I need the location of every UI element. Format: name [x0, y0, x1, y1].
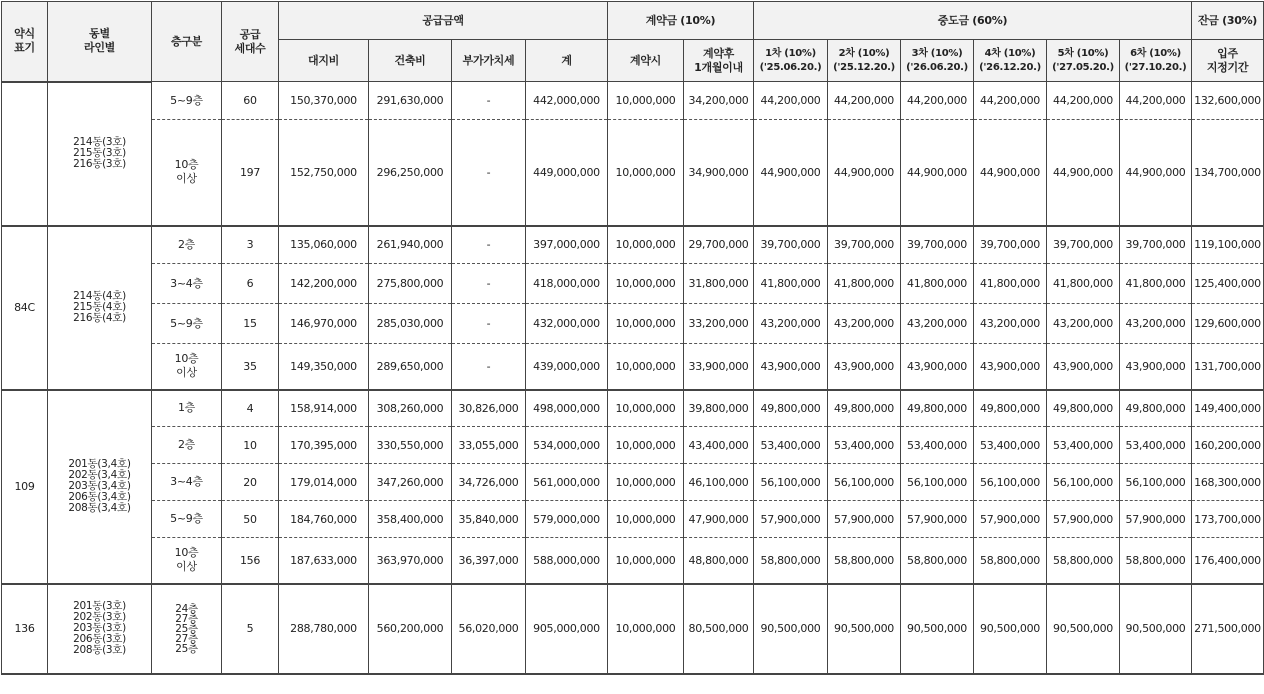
balance-cell: 160,200,000: [1192, 427, 1264, 464]
mid-payment-2-cell: 44,200,000: [828, 82, 901, 120]
dep1-cell: 10,000,000: [608, 390, 684, 427]
total-cell: 561,000,000: [526, 464, 608, 501]
balance-cell: 119,100,000: [1192, 226, 1264, 264]
header-dep1: 계약시: [608, 40, 684, 82]
dep1-cell: 10,000,000: [608, 344, 684, 390]
floor-range: 3~4층: [152, 464, 222, 501]
dep2-cell: 34,900,000: [684, 120, 754, 226]
dep2-cell: 29,700,000: [684, 226, 754, 264]
header-building: 건축비: [369, 40, 452, 82]
header-middle: 중도금 (60%): [754, 2, 1192, 40]
balance-cell: 132,600,000: [1192, 82, 1264, 120]
mid-payment-3-cell: 43,200,000: [901, 304, 974, 344]
mid-payment-5-cell: 39,700,000: [1047, 226, 1120, 264]
vat-cell: 30,826,000: [452, 390, 526, 427]
header-mid-2: 2차 (10%) ('25.12.20.): [828, 40, 901, 82]
mid-payment-6-cell: 43,900,000: [1120, 344, 1192, 390]
mid-payment-6-cell: 53,400,000: [1120, 427, 1192, 464]
total-cell: 449,000,000: [526, 120, 608, 226]
mid-payment-2-cell: 43,200,000: [828, 304, 901, 344]
land-cell: 146,970,000: [279, 304, 369, 344]
total-cell: 442,000,000: [526, 82, 608, 120]
unit-count: 197: [222, 120, 279, 226]
mid-payment-4-cell: 90,500,000: [974, 584, 1047, 674]
building-cell: 560,200,000: [369, 584, 452, 674]
floor-range: 2층: [152, 226, 222, 264]
mid-payment-1-cell: 39,700,000: [754, 226, 828, 264]
balance-cell: 134,700,000: [1192, 120, 1264, 226]
dep1-cell: 10,000,000: [608, 464, 684, 501]
header-units: 공급 세대수: [222, 2, 279, 82]
land-cell: 142,200,000: [279, 264, 369, 304]
floor-range: 5~9층: [152, 304, 222, 344]
balance-cell: 168,300,000: [1192, 464, 1264, 501]
dong-lines: 201동(3,4호) 202동(3,4호) 203동(3,4호) 206동(3,4호) 208동(3,4호): [48, 390, 152, 584]
unit-count: 15: [222, 304, 279, 344]
table-row: [2, 464, 1264, 501]
mid-payment-2-cell: 56,100,000: [828, 464, 901, 501]
unit-count: 4: [222, 390, 279, 427]
building-cell: 330,550,000: [369, 427, 452, 464]
unit-count: 6: [222, 264, 279, 304]
land-cell: 179,014,000: [279, 464, 369, 501]
mid-payment-2-cell: 57,900,000: [828, 501, 901, 538]
header-land: 대지비: [279, 40, 369, 82]
header-vat: 부가가치세: [452, 40, 526, 82]
mid-payment-3-cell: 44,900,000: [901, 120, 974, 226]
mid-payment-4-cell: 43,900,000: [974, 344, 1047, 390]
table-row: [2, 226, 1264, 264]
unit-count: 156: [222, 538, 279, 584]
mid-payment-1-cell: 44,900,000: [754, 120, 828, 226]
land-cell: 288,780,000: [279, 584, 369, 674]
unit-count: 60: [222, 82, 279, 120]
mid-payment-3-cell: 44,200,000: [901, 82, 974, 120]
dep2-cell: 31,800,000: [684, 264, 754, 304]
mid-payment-5-cell: 43,900,000: [1047, 344, 1120, 390]
mid-payment-5-cell: 58,800,000: [1047, 538, 1120, 584]
total-cell: 432,000,000: [526, 304, 608, 344]
building-cell: 363,970,000: [369, 538, 452, 584]
mid-payment-4-cell: 56,100,000: [974, 464, 1047, 501]
floor-range: 10층 이상: [152, 344, 222, 390]
header-abbr: 약식 표기: [2, 2, 48, 82]
dep1-cell: 10,000,000: [608, 501, 684, 538]
total-cell: 534,000,000: [526, 427, 608, 464]
type-abbr: 84C: [2, 226, 48, 390]
dep1-cell: 10,000,000: [608, 82, 684, 120]
mid-payment-6-cell: 44,200,000: [1120, 82, 1192, 120]
vat-cell: -: [452, 82, 526, 120]
building-cell: 308,260,000: [369, 390, 452, 427]
mid-payment-6-cell: 43,200,000: [1120, 304, 1192, 344]
dep2-cell: 39,800,000: [684, 390, 754, 427]
mid-payment-4-cell: 53,400,000: [974, 427, 1047, 464]
floor-range: 3~4층: [152, 264, 222, 304]
mid-payment-5-cell: 57,900,000: [1047, 501, 1120, 538]
mid-payment-5-cell: 44,200,000: [1047, 82, 1120, 120]
mid-payment-3-cell: 43,900,000: [901, 344, 974, 390]
mid-payment-6-cell: 49,800,000: [1120, 390, 1192, 427]
mid-payment-4-cell: 58,800,000: [974, 538, 1047, 584]
total-cell: 905,000,000: [526, 584, 608, 674]
header-mid-3: 3차 (10%) ('26.06.20.): [901, 40, 974, 82]
mid-payment-1-cell: 41,800,000: [754, 264, 828, 304]
mid-payment-6-cell: 39,700,000: [1120, 226, 1192, 264]
header-deposit: 계약금 (10%): [608, 2, 754, 40]
mid-payment-3-cell: 57,900,000: [901, 501, 974, 538]
mid-payment-3-cell: 39,700,000: [901, 226, 974, 264]
floor-range: 10층 이상: [152, 120, 222, 226]
land-cell: 149,350,000: [279, 344, 369, 390]
table-row: [2, 501, 1264, 538]
dong-lines: 214동(3호) 215동(3호) 216동(3호): [48, 82, 152, 226]
mid-payment-3-cell: 41,800,000: [901, 264, 974, 304]
vat-cell: -: [452, 264, 526, 304]
building-cell: 289,650,000: [369, 344, 452, 390]
land-cell: 152,750,000: [279, 120, 369, 226]
mid-payment-1-cell: 53,400,000: [754, 427, 828, 464]
floor-range: 24층 27층 25층 27층 25층: [152, 584, 222, 674]
total-cell: 588,000,000: [526, 538, 608, 584]
floor-range: 5~9층: [152, 82, 222, 120]
table-row: [2, 344, 1264, 390]
dep1-cell: 10,000,000: [608, 538, 684, 584]
unit-count: 35: [222, 344, 279, 390]
mid-payment-5-cell: 43,200,000: [1047, 304, 1120, 344]
dep1-cell: 10,000,000: [608, 226, 684, 264]
mid-payment-4-cell: 41,800,000: [974, 264, 1047, 304]
mid-payment-6-cell: 44,900,000: [1120, 120, 1192, 226]
mid-payment-4-cell: 43,200,000: [974, 304, 1047, 344]
mid-payment-1-cell: 90,500,000: [754, 584, 828, 674]
unit-count: 50: [222, 501, 279, 538]
building-cell: 358,400,000: [369, 501, 452, 538]
dep1-cell: 10,000,000: [608, 264, 684, 304]
dep1-cell: 10,000,000: [608, 584, 684, 674]
table-row: [2, 304, 1264, 344]
vat-cell: 36,397,000: [452, 538, 526, 584]
mid-payment-1-cell: 44,200,000: [754, 82, 828, 120]
header-mid-5: 5차 (10%) ('27.05.20.): [1047, 40, 1120, 82]
mid-payment-1-cell: 43,200,000: [754, 304, 828, 344]
total-cell: 439,000,000: [526, 344, 608, 390]
type-abbr: [2, 82, 48, 226]
mid-payment-3-cell: 56,100,000: [901, 464, 974, 501]
mid-payment-6-cell: 56,100,000: [1120, 464, 1192, 501]
building-cell: 296,250,000: [369, 120, 452, 226]
mid-payment-2-cell: 53,400,000: [828, 427, 901, 464]
mid-payment-4-cell: 44,900,000: [974, 120, 1047, 226]
floor-range: 2층: [152, 427, 222, 464]
mid-payment-4-cell: 44,200,000: [974, 82, 1047, 120]
table-row: [2, 264, 1264, 304]
land-cell: 135,060,000: [279, 226, 369, 264]
mid-payment-3-cell: 49,800,000: [901, 390, 974, 427]
header-mid-4: 4차 (10%) ('26.12.20.): [974, 40, 1047, 82]
floor-range: 1층: [152, 390, 222, 427]
header-dep2: 계약후 1개월이내: [684, 40, 754, 82]
balance-cell: 173,700,000: [1192, 501, 1264, 538]
balance-cell: 176,400,000: [1192, 538, 1264, 584]
balance-cell: 129,600,000: [1192, 304, 1264, 344]
dep1-cell: 10,000,000: [608, 120, 684, 226]
vat-cell: 34,726,000: [452, 464, 526, 501]
dep2-cell: 47,900,000: [684, 501, 754, 538]
vat-cell: -: [452, 226, 526, 264]
type-abbr: 136: [2, 584, 48, 674]
vat-cell: -: [452, 304, 526, 344]
building-cell: 261,940,000: [369, 226, 452, 264]
vat-cell: 33,055,000: [452, 427, 526, 464]
unit-count: 20: [222, 464, 279, 501]
vat-cell: -: [452, 120, 526, 226]
mid-payment-3-cell: 90,500,000: [901, 584, 974, 674]
mid-payment-2-cell: 41,800,000: [828, 264, 901, 304]
land-cell: 170,395,000: [279, 427, 369, 464]
table-row: [2, 584, 1264, 674]
header-dong: 동별 라인별: [48, 2, 152, 82]
table-row: [2, 538, 1264, 584]
building-cell: 347,260,000: [369, 464, 452, 501]
mid-payment-6-cell: 90,500,000: [1120, 584, 1192, 674]
mid-payment-4-cell: 39,700,000: [974, 226, 1047, 264]
mid-payment-3-cell: 53,400,000: [901, 427, 974, 464]
balance-cell: 131,700,000: [1192, 344, 1264, 390]
mid-payment-6-cell: 58,800,000: [1120, 538, 1192, 584]
header-balance: 잔금 (30%): [1192, 2, 1264, 40]
mid-payment-1-cell: 58,800,000: [754, 538, 828, 584]
dep2-cell: 33,900,000: [684, 344, 754, 390]
header-total: 계: [526, 40, 608, 82]
mid-payment-1-cell: 56,100,000: [754, 464, 828, 501]
dong-lines: 214동(4호) 215동(4호) 216동(4호): [48, 226, 152, 390]
land-cell: 187,633,000: [279, 538, 369, 584]
unit-count: 10: [222, 427, 279, 464]
mid-payment-5-cell: 44,900,000: [1047, 120, 1120, 226]
unit-count: 3: [222, 226, 279, 264]
dep2-cell: 34,200,000: [684, 82, 754, 120]
mid-payment-2-cell: 39,700,000: [828, 226, 901, 264]
mid-payment-2-cell: 49,800,000: [828, 390, 901, 427]
dep1-cell: 10,000,000: [608, 304, 684, 344]
dep2-cell: 46,100,000: [684, 464, 754, 501]
building-cell: 275,800,000: [369, 264, 452, 304]
mid-payment-4-cell: 49,800,000: [974, 390, 1047, 427]
total-cell: 579,000,000: [526, 501, 608, 538]
dep1-cell: 10,000,000: [608, 427, 684, 464]
vat-cell: 56,020,000: [452, 584, 526, 674]
mid-payment-5-cell: 53,400,000: [1047, 427, 1120, 464]
balance-cell: 149,400,000: [1192, 390, 1264, 427]
land-cell: 158,914,000: [279, 390, 369, 427]
table-row: [2, 390, 1264, 427]
mid-payment-1-cell: 57,900,000: [754, 501, 828, 538]
mid-payment-2-cell: 44,900,000: [828, 120, 901, 226]
table-row: [2, 427, 1264, 464]
dep2-cell: 80,500,000: [684, 584, 754, 674]
floor-range: 5~9층: [152, 501, 222, 538]
dong-lines: 201동(3호) 202동(3호) 203동(3호) 206동(3호) 208동(3호): [48, 584, 152, 674]
total-cell: 418,000,000: [526, 264, 608, 304]
dep2-cell: 33,200,000: [684, 304, 754, 344]
mid-payment-2-cell: 43,900,000: [828, 344, 901, 390]
mid-payment-2-cell: 58,800,000: [828, 538, 901, 584]
balance-cell: 271,500,000: [1192, 584, 1264, 674]
vat-cell: 35,840,000: [452, 501, 526, 538]
vat-cell: -: [452, 344, 526, 390]
price-table: [1, 1, 1264, 675]
mid-payment-5-cell: 56,100,000: [1047, 464, 1120, 501]
mid-payment-6-cell: 41,800,000: [1120, 264, 1192, 304]
mid-payment-2-cell: 90,500,000: [828, 584, 901, 674]
header-mid-6: 6차 (10%) ('27.10.20.): [1120, 40, 1192, 82]
mid-payment-1-cell: 43,900,000: [754, 344, 828, 390]
table-row: [2, 82, 1264, 120]
building-cell: 285,030,000: [369, 304, 452, 344]
floor-range: 10층 이상: [152, 538, 222, 584]
land-cell: 150,370,000: [279, 82, 369, 120]
total-cell: 498,000,000: [526, 390, 608, 427]
mid-payment-4-cell: 57,900,000: [974, 501, 1047, 538]
mid-payment-5-cell: 41,800,000: [1047, 264, 1120, 304]
dep2-cell: 43,400,000: [684, 427, 754, 464]
table-row: [2, 120, 1264, 226]
header-floor: 층구분: [152, 2, 222, 82]
land-cell: 184,760,000: [279, 501, 369, 538]
unit-count: 5: [222, 584, 279, 674]
balance-cell: 125,400,000: [1192, 264, 1264, 304]
header-bal: 입주 지정기간: [1192, 40, 1264, 82]
mid-payment-5-cell: 49,800,000: [1047, 390, 1120, 427]
building-cell: 291,630,000: [369, 82, 452, 120]
mid-payment-6-cell: 57,900,000: [1120, 501, 1192, 538]
total-cell: 397,000,000: [526, 226, 608, 264]
header-mid-1: 1차 (10%) ('25.06.20.): [754, 40, 828, 82]
mid-payment-5-cell: 90,500,000: [1047, 584, 1120, 674]
header-supply: 공급금액: [279, 2, 608, 40]
mid-payment-3-cell: 58,800,000: [901, 538, 974, 584]
mid-payment-1-cell: 49,800,000: [754, 390, 828, 427]
type-abbr: 109: [2, 390, 48, 584]
dep2-cell: 48,800,000: [684, 538, 754, 584]
